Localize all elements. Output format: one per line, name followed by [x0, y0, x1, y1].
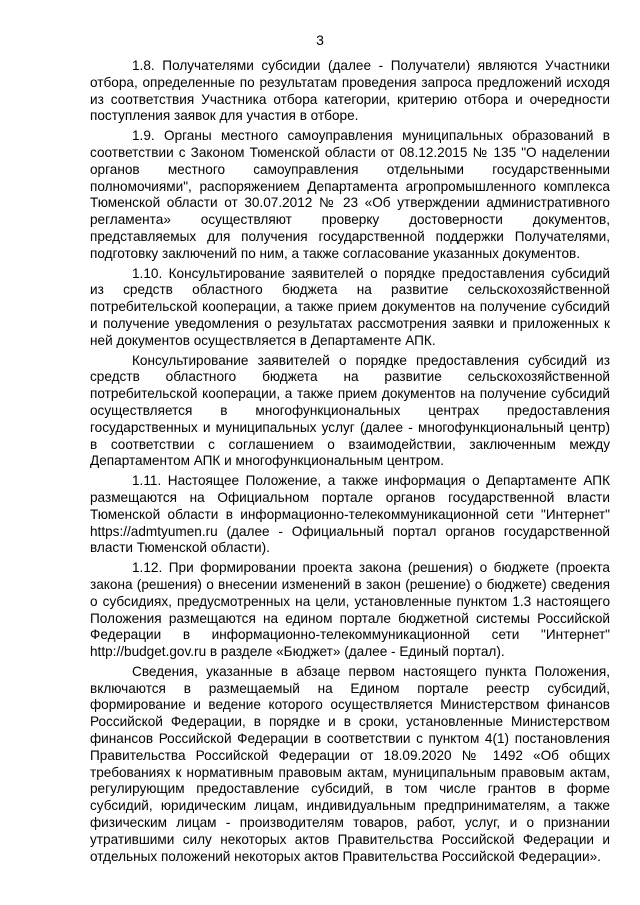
paragraph-1-12-registry: Сведения, указанные в абзаце первом настоящего пункта Положения, включаются в размещаемый на Едином портале реестр субсидий, формирование и ведение которого осуществляется Министерством финансов Российской Федерации, в порядке и в сроки, установленные Министерством финансов Российской Федерации в соответствии с пунктом 4(1) постановления Правительства Российской Федерации от 18.09.2020 № 1492 «Об общих требованиях к нормативным правовым актам, муниципальным правовым актам, регулирующим предоставление субсидий, в том числе грантов в форме субсидий, юридическим лицам, индивидуальным предпринимателям, а также физическим лицам - производителям товаров, работ, услуг, и о признании утратившими силу некоторых актов Правительства Российской Федерации и отдельных положений некоторых актов Правительства Российской Федерации».	[90, 663, 610, 864]
paragraph-1-8: 1.8. Получателями субсидии (далее - Получатели) являются Участники отбора, определенные по результатам проведения запроса предложений исходя из соответствия Участника отбора категории, критерию отбора и очередности поступления заявок для участия в отборе.	[90, 58, 610, 124]
paragraph-1-11: 1.11. Настоящее Положение, а также информация о Департаменте АПК размещаются на Официальном портале органов государственной власти Тюменской области в информационно-телекоммуникационной сети "Интернет" https://admtyumen.ru (далее - Официальный портал органов государственной власти Тюменской области).	[90, 473, 610, 556]
paragraph-1-10: 1.10. Консультирование заявителей о порядке предоставления субсидий из средств областного бюджета на развитие сельскохозяйственной потребительской кооперации, а также прием документов на получение субсидий и получение уведомления о результатах рассмотрения заявки и приложенных к ней документов осуществляется в Департаменте АПК.	[90, 265, 610, 348]
page-number: 3	[316, 32, 324, 48]
paragraph-1-9: 1.9. Органы местного самоуправления муниципальных образований в соответствии с Законом Тюменской области от 08.12.2015 № 135 "О наделении органов местного самоуправления отдельными государственными полномочиями", распоряжением Департамента агропромышленного комплекса Тюменской области от 30.07.2012 № 23 «Об утверждении административного регламента» осуществляют проверку достоверности документов, представляемых для получения государственной поддержки Получателями, подготовку заключений по ним, а также согласование указанных документов.	[90, 128, 610, 261]
paragraph-1-10-consulting-mfc: Консультирование заявителей о порядке предоставления субсидий из средств областного бюджета на развитие сельскохозяйственной потребительской кооперации, а также прием документов на получение субсидий осуществляется в многофункциональных центрах предоставления государственных и муниципальных услуг (далее - многофункциональный центр) в соответствии с соглашением о взаимодействии, заключенным между Департаментом АПК и многофункциональным центром.	[90, 352, 610, 469]
paragraph-1-12: 1.12. При формировании проекта закона (решения) о бюджете (проекта закона (решения) о внесении изменений в закон (решение) о бюджете) сведения о субсидиях, предусмотренных на цели, установленные пунктом 1.3 настоящего Положения размещаются на едином портале бюджетной системы Российской Федерации в информационно-телекоммуникационной сети "Интернет" http://budget.gov.ru в разделе «Бюджет» (далее - Единый портал).	[90, 560, 610, 660]
document-body	[90, 58, 610, 868]
